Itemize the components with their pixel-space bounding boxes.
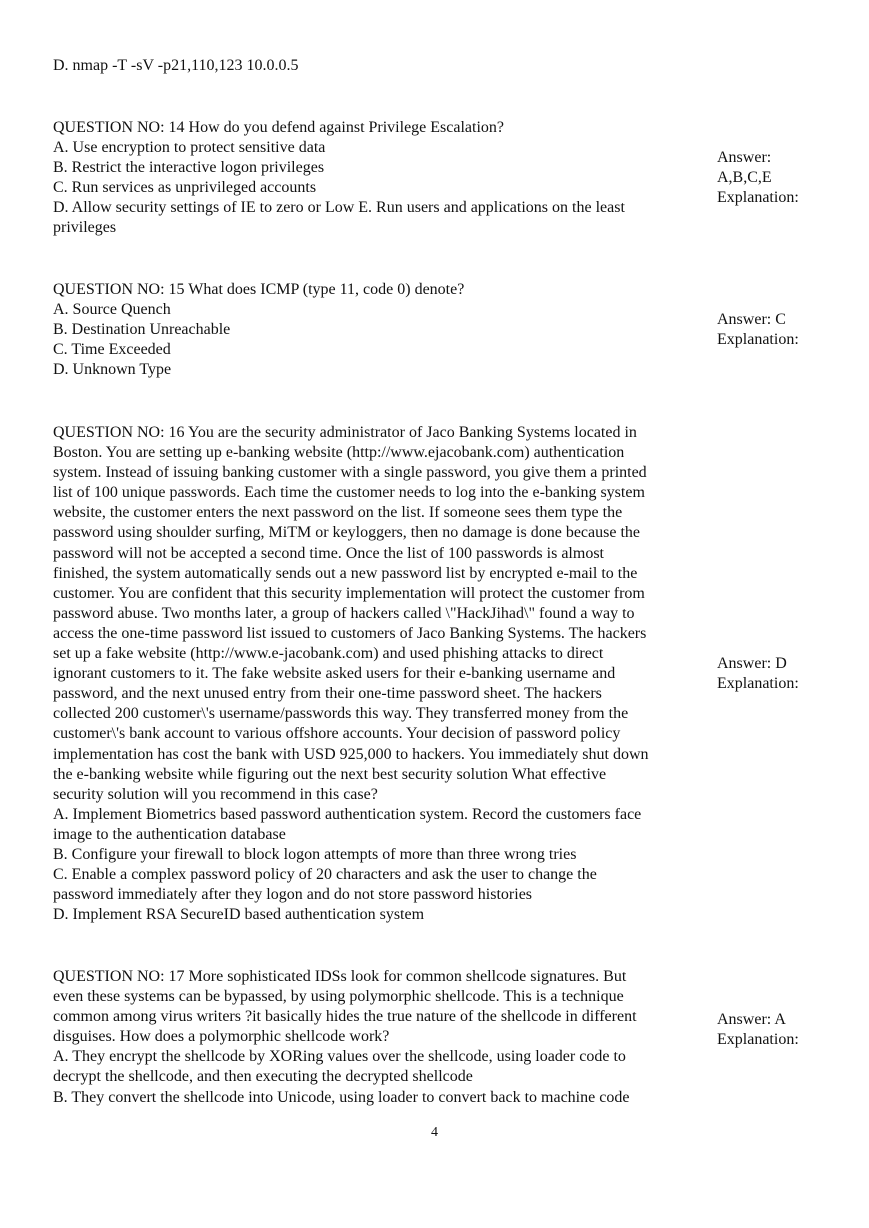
question-text: system. Instead of issuing banking customer with a single password, you give them a printed [53, 464, 647, 482]
question-text: implementation has cost the bank with USD 925,000 to hackers. You immediately shut down [53, 745, 649, 763]
option-b: B. Configure your firewall to block logon attempts of more than three wrong tries [53, 845, 577, 863]
option-d: D. Allow security settings of IE to zero or Low E. Run users and applications on the least [53, 199, 625, 217]
answer-15 [717, 310, 857, 350]
option-a-continued: image to the authentication database [53, 825, 286, 843]
option-d: D. Unknown Type [53, 361, 172, 379]
question-text: list of 100 unique passwords. Each time the customer needs to log into the e-banking system [53, 484, 645, 502]
question-text: disguises. How does a polymorphic shellcode work? [53, 1028, 390, 1046]
answer-text: Answer: C [717, 311, 786, 328]
question-text: security solution will you recommend in this case? [53, 785, 378, 803]
question-17 [53, 967, 713, 1108]
question-text: password, and the next unused entry from their one-time password sheet. The hackers [53, 685, 602, 703]
question-text: ignorant customers to it. The fake website asked users for their e-banking username and [53, 665, 616, 683]
option-a: A. Use encryption to protect sensitive data [53, 139, 326, 157]
answer-value: A,B,C,E [717, 169, 772, 187]
question-15 [53, 280, 713, 380]
explanation-label: Explanation: [717, 1031, 799, 1049]
question-16 [53, 423, 713, 925]
question-text: the e-banking website while figuring out the next best security solution What effective [53, 765, 607, 783]
question-text: set up a fake website (http://www.e-jacobank.com) and used phishing attacks to direct [53, 645, 604, 663]
option-d: D. Implement RSA SecureID based authentication system [53, 906, 425, 924]
option-c: C. Run services as unprivileged accounts [53, 179, 317, 197]
question-text: QUESTION NO: 16 You are the security administrator of Jaco Banking Systems located in [53, 424, 637, 441]
option-a: A. Source Quench [53, 301, 171, 319]
question-text: password abuse. Two months later, a group of hackers called \"HackJihad\" found a way to [53, 604, 635, 622]
question-text: access the one-time password list issued to customers of Jaco Banking Systems. The hackers [53, 624, 647, 642]
question-text: customer\'s bank account to various offshore accounts. Your decision of password policy [53, 725, 621, 743]
question-text: Boston. You are setting up e-banking website (http://www.ejacobank.com) authentication [53, 444, 625, 462]
question-text: QUESTION NO: 17 More sophisticated IDSs look for common shellcode signatures. But [53, 968, 627, 985]
option-b: B. They convert the shellcode into Unicode, using loader to convert back to machine code [53, 1088, 630, 1106]
question-text: collected 200 customer\'s username/passwords this way. They transferred money from the [53, 705, 629, 723]
option-text: D. nmap -T -sV -p21,110,123 10.0.0.5 [53, 57, 299, 74]
question-text: customer. You are confident that this security implementation will protect the customer from [53, 584, 645, 602]
question-text: QUESTION NO: 15 What does ICMP (type 11, code 0) denote? [53, 281, 465, 298]
question-text: QUESTION NO: 14 How do you defend against Privilege Escalation? [53, 119, 505, 136]
option-b: B. Destination Unreachable [53, 321, 231, 339]
prev-question-option-d [53, 56, 713, 76]
answer-17 [717, 1010, 857, 1050]
option-d-continued: privileges [53, 219, 117, 237]
question-text: even these systems can be bypassed, by using polymorphic shellcode. This is a technique [53, 988, 624, 1006]
question-text: password using shoulder surfing, MiTM or keyloggers, then no damage is done because the [53, 524, 640, 542]
explanation-label: Explanation: [717, 189, 799, 207]
question-text: password will not be accepted a second time. Once the list of 100 passwords is almost [53, 544, 604, 562]
option-c-continued: password immediately after they logon and do not store password histories [53, 886, 533, 904]
question-text: finished, the system automatically sends out a new password list by encrypted e-mail to the [53, 564, 638, 582]
answer-label: Answer: [717, 149, 772, 166]
option-a-continued: decrypt the shellcode, and then executing the decrypted shellcode [53, 1068, 473, 1086]
option-a: A. They encrypt the shellcode by XORing values over the shellcode, using loader code to [53, 1048, 626, 1066]
option-b: B. Restrict the interactive logon privileges [53, 159, 325, 177]
answer-text: Answer: A [717, 1011, 786, 1028]
answer-14 [717, 148, 857, 208]
question-text: common among virus writers ?it basically hides the true nature of the shellcode in different [53, 1008, 637, 1026]
question-text: website, the customer enters the next password on the list. If someone sees them type the [53, 504, 623, 522]
option-c: C. Time Exceeded [53, 341, 171, 359]
explanation-label: Explanation: [717, 675, 799, 693]
answer-text: Answer: D [717, 655, 787, 672]
page-number: 4 [431, 1125, 438, 1140]
option-a: A. Implement Biometrics based password authentication system. Record the customers face [53, 805, 642, 823]
question-14 [53, 118, 713, 239]
option-c: C. Enable a complex password policy of 20 characters and ask the user to change the [53, 866, 597, 884]
answer-16 [717, 654, 857, 694]
explanation-label: Explanation: [717, 331, 799, 349]
